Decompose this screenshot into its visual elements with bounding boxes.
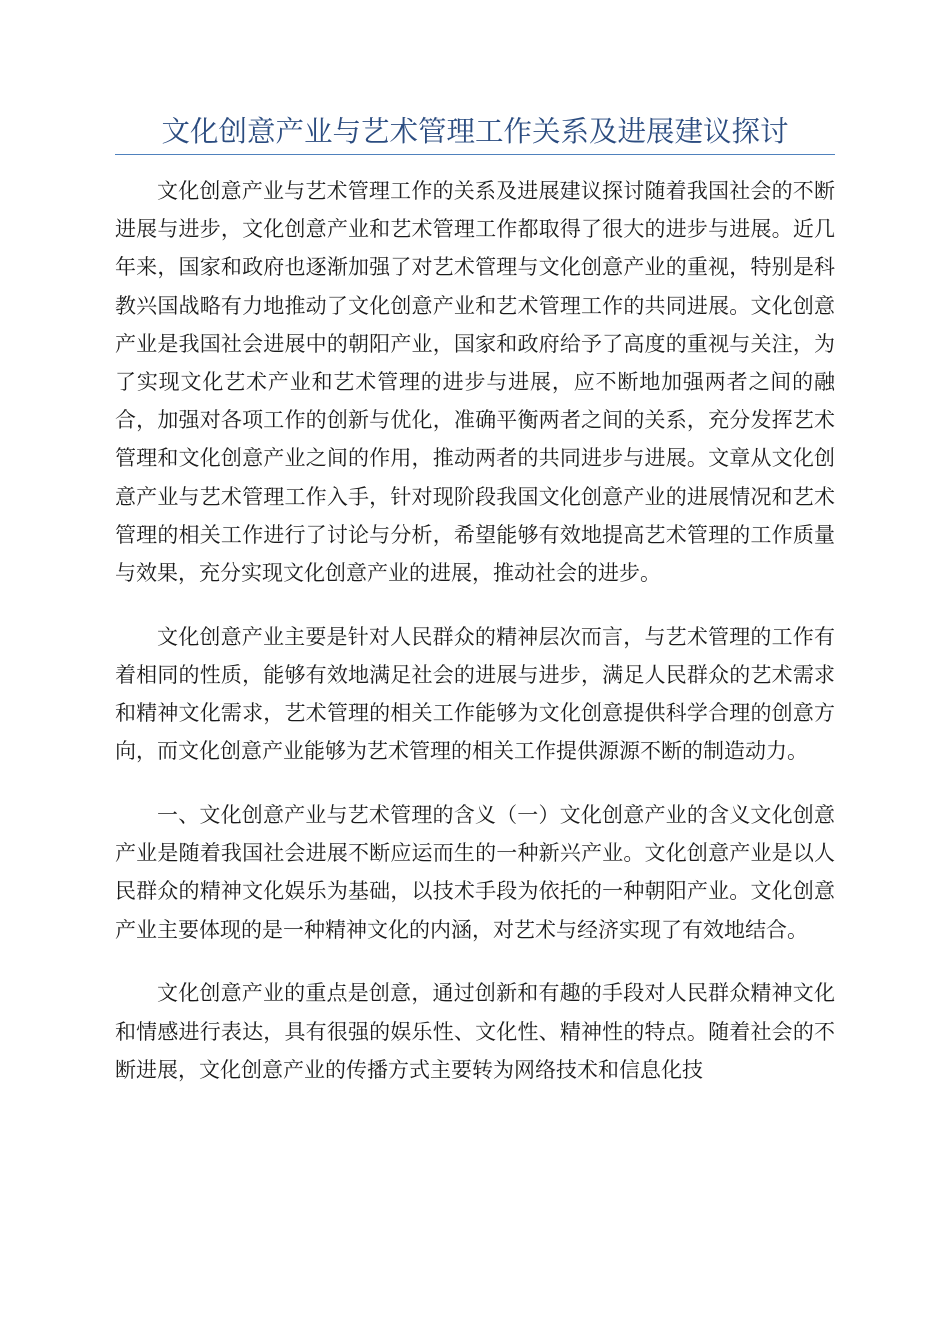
document-title: 文化创意产业与艺术管理工作关系及进展建议探讨 xyxy=(161,115,789,148)
paragraph-1: 文化创意产业与艺术管理工作的关系及进展建议探讨随着我国社会的不断进展与进步，文化创意产业和艺术管理工作都取得了很大的进步与进展。近几年来，国家和政府也逐渐加强了对艺术管理与文化创意产业的重视，特别是科教兴国战略有力地推动了文化创意产业和艺术管理工作的共同进展。文化创意产业是我国社会进展中的朝阳产业，国家和政府给予了高度的重视与关注，为了实现文化艺术产业和艺术管理的进步与进展，应不断地加强两者之间的融合，加强对各项工作的创新与优化，准确平衡两者之间的关系，充分发挥艺术管理和文化创意产业之间的作用，推动两者的共同进步与进展。文章从文化创意产业与艺术管理工作入手，针对现阶段我国文化创意产业的进展情况和艺术管理的相关工作进行了讨论与分析，希望能够有效地提高艺术管理的工作质量与效果，充分实现文化创意产业的进展，推动社会的进步。 xyxy=(115,179,835,586)
paragraph-3: 一、文化创意产业与艺术管理的含义（一）文化创意产业的含义文化创意产业是随着我国社会进展不断应运而生的一种新兴产业。文化创意产业是以人民群众的精神文化娱乐为基础，以技术手段为依托的一种朝阳产业。文化创意产业主要体现的是一种精神文化的内涵，对艺术与经济实现了有效地结合。 xyxy=(115,803,835,942)
title-underline xyxy=(115,154,835,155)
paragraph-4: 文化创意产业的重点是创意，通过创新和有趣的手段对人民群众精神文化和情感进行表达，具有很强的娱乐性、文化性、精神性的特点。随着社会的不断进展，文化创意产业的传播方式主要转为网络技术和信息化技 xyxy=(115,981,835,1082)
document-body xyxy=(115,172,835,1114)
paragraph-2: 文化创意产业主要是针对人民群众的精神层次而言，与艺术管理的工作有着相同的性质，能够有效地满足社会的进展与进步，满足人民群众的艺术需求和精神文化需求，艺术管理的相关工作能够为文化创意提供科学合理的创意方向，而文化创意产业能够为艺术管理的相关工作提供源源不断的制造动力。 xyxy=(115,624,835,764)
